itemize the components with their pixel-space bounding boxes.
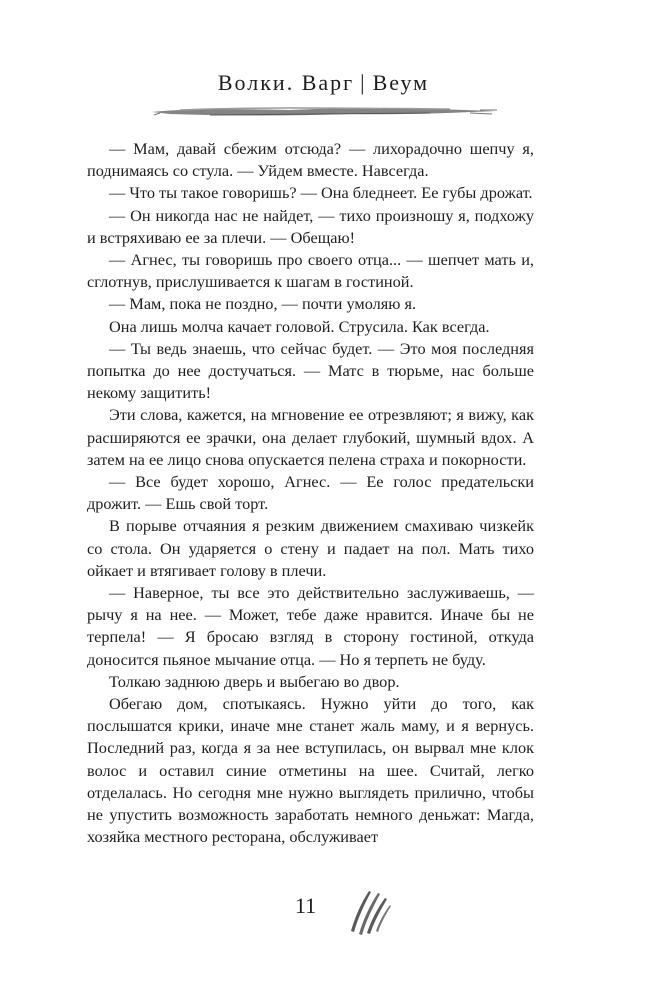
page-number: 11: [295, 893, 317, 918]
brush-stroke-ornament: [150, 104, 500, 120]
paragraph: — Агнес, ты говоришь про своего отца... — шепчет мать и, сглотнув, прислушивается к шагам в гостиной.: [87, 250, 534, 292]
paragraph: — Он никогда нас не найдет, — тихо произношу я, подхожу и встряхиваю ее за плечи. — Обещаю!: [87, 205, 534, 247]
paragraph: — Наверное, ты все это действительно заслуживаешь, — рычу я на нее. — Может, тебе даже нравится. Иначе бы не терпела! — Я бросаю взгляд в сторону гостиной, откуда доносится пьяное мычание отца. — Но я терпеть не буду.: [87, 583, 534, 669]
paragraph: Обегаю дом, спотыкаясь. Нужно уйти до того, как послышатся крики, иначе мне станет жаль маму, и я вернусь. Последний раз, когда я за нее вступилась, он вырвал мне клок волос и оставил синие отметины на шее. Считай, легко отделалась. Но сегодня мне нужно выглядеть прилично, чтобы не упустить возможность заработать немного деньжат: Магда, хозяйка местного ресторана, обслуживает: [87, 694, 534, 847]
paragraph: — Что ты такое говоришь? — Она бледнеет. Ее губы дрожат.: [109, 183, 533, 203]
paragraph: — Ты ведь знаешь, что сейчас будет. — Это моя последняя попытка до нее достучаться. — Матс в тюрьме, нас больше некому защитить!: [87, 338, 534, 403]
paragraph: Она лишь молча качает головой. Струсила. Как всегда.: [109, 316, 490, 336]
body-text: [87, 138, 534, 849]
paragraph: Толкаю заднюю дверь и выбегаю во двор.: [109, 671, 400, 691]
claw-marks-icon: [345, 887, 393, 937]
paragraph: — Мам, пока не поздно, — почти умоляю я.: [109, 294, 417, 314]
paragraph: — Мам, давай сбежим отсюда? — лихорадочно шепчу я, поднимаясь со стула. — Уйдем вместе. Навсегда.: [87, 139, 534, 181]
paragraph: — Все будет хорошо, Агнес. — Ее голос предательски дрожит. — Ешь свой торт.: [87, 472, 534, 514]
book-title: Волки. Варг: [217, 70, 355, 95]
paragraph: В порыве отчаяния я резким движением смахиваю чизкейк со стола. Он ударяется о стену и падает на пол. Мать тихо ойкает и втягивает голову в плечи.: [87, 516, 534, 580]
running-header: [0, 70, 647, 96]
header-separator: |: [360, 70, 367, 95]
book-author: Веум: [372, 70, 430, 95]
page-footer: [0, 893, 647, 953]
paragraph: Эти слова, кажется, на мгновение ее отрезвляют; я вижу, как расширяются ее зрачки, она делает глубокий, шумный вдох. А затем на ее лицо снова опускается пелена страха и покорности.: [87, 405, 534, 469]
